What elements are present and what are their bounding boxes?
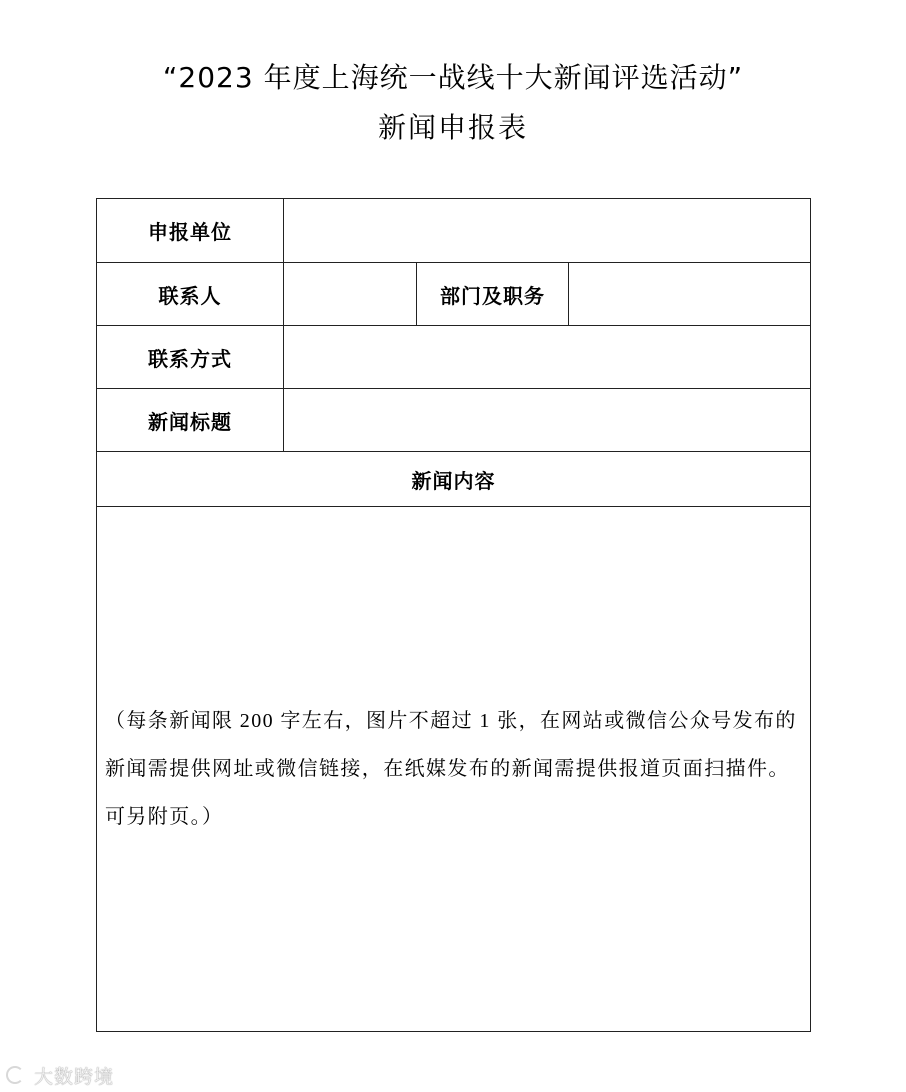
news-title-value-cell: [283, 388, 811, 452]
note-line: 新闻需提供网址或微信链接，在纸媒发布的新闻需提供报道页面扫描件。: [105, 758, 790, 780]
department-position-label-cell: [416, 262, 569, 326]
applicant-unit-label-cell: [96, 198, 284, 263]
application-form-table: [96, 198, 811, 1032]
contact-info-value-cell: [283, 325, 811, 389]
news-content-body-cell: [96, 506, 811, 1032]
contact-person-label-cell: [96, 262, 284, 326]
swirl-logo-icon: [6, 1066, 24, 1084]
department-position-label: 部门及职务: [440, 283, 545, 308]
contact-info-label: 联系方式: [148, 346, 232, 371]
watermark-text: 大数跨境: [34, 1065, 115, 1088]
applicant-unit-label: 申报单位: [148, 220, 232, 244]
watermark: [6, 1062, 114, 1088]
contact-info-label-cell: [96, 325, 284, 389]
news-content-note: [105, 697, 797, 841]
news-content-label: 新闻内容: [411, 468, 496, 493]
contact-person-label: 联系人: [158, 283, 222, 308]
contact-person-value-cell: [283, 262, 417, 326]
news-content-header-cell: [96, 451, 811, 507]
note-line: 可另附页。）: [105, 806, 224, 828]
applicant-unit-value-cell: [283, 198, 811, 263]
news-title-label-cell: [96, 388, 284, 452]
note-line: （每条新闻限 200 字左右，图片不超过 1 张，在网站或微信公众号发布的: [105, 710, 797, 732]
document-subtitle: 新闻申报表: [377, 111, 528, 144]
department-position-value-cell: [568, 262, 811, 326]
document-title: “2023 年度上海统一战线十大新闻评选活动”: [162, 61, 744, 94]
news-title-label: 新闻标题: [148, 409, 232, 434]
